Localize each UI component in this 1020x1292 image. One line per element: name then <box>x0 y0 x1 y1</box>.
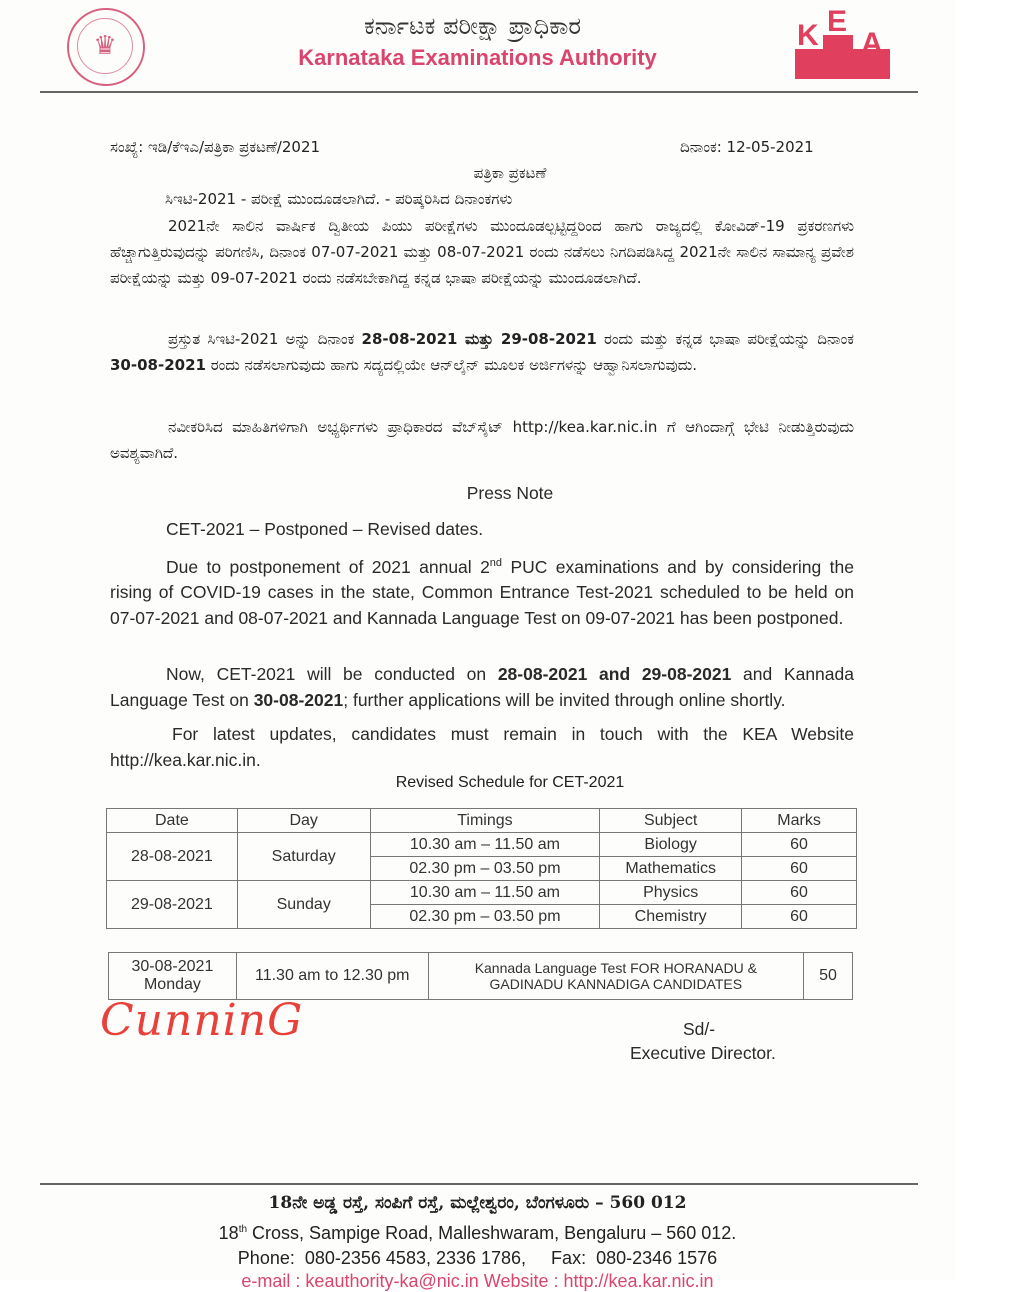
title-kannada: ಕರ್ನಾಟಕ ಪರೀಕ್ಷಾ ಪ್ರಾಧಿಕಾರ <box>363 12 582 40</box>
footer-address-english: 18th Cross, Sampige Road, Malleshwaram, Bengaluru – 560 012. <box>218 1223 737 1243</box>
karnataka-emblem-seal-icon: ♛ <box>67 8 145 86</box>
table-row <box>107 881 857 905</box>
subject-cell: Physics <box>600 881 742 905</box>
table-header-row <box>107 809 857 833</box>
marks-cell: 50 <box>804 953 853 1000</box>
kannada-para-3: ನವೀಕರಿಸಿದ ಮಾಹಿತಿಗಳಿಗಾಗಿ ಅಭ್ಯರ್ಥಿಗಳು ಪ್ರಾಧಿಕಾರದ ವೆಬ್‌ಸೈಟ್ http://kea.kar.nic.in ಗೆ ಆಗಿಂದಾಗ್ಗೆ ಭೇಟಿ ನೀಡುತ್ತಿರುವುದು ಅವಶ್ಯವಾಗಿದೆ. <box>110 418 854 462</box>
english-heading: Press Note <box>466 483 554 503</box>
time-cell: 10.30 am – 11.50 am <box>370 881 600 905</box>
subject-line-1: Kannada Language Test FOR HORANADU & <box>474 960 757 976</box>
subject-cell: Biology <box>600 833 742 857</box>
english-para-2: Now, CET-2021 will be conducted on 28-08-2021 and 29-08-2021 and Kannada Language Test on 30-08-2021; further applications will be invited through online shortly. <box>110 664 854 710</box>
watermark: CunninG <box>100 995 304 1046</box>
date-cell: 28-08-2021 <box>107 833 238 881</box>
subject-cell: Mathematics <box>600 857 742 881</box>
time-cell: 02.30 pm – 03.50 pm <box>370 857 600 881</box>
footer-phone: Phone: 080-2356 4583, 2336 1786, Fax: 080-2346 1576 <box>237 1248 718 1268</box>
date-cell: 29-08-2021 <box>107 881 238 929</box>
marks-cell: 60 <box>742 857 857 881</box>
time-cell: 11.30 am to 12.30 pm <box>236 953 428 1000</box>
signature-sd: Sd/- <box>683 1019 716 1039</box>
table-row <box>107 833 857 857</box>
signature-title: Executive Director. <box>630 1043 776 1063</box>
header-subject: Subject <box>600 809 742 833</box>
header-divider <box>40 91 918 93</box>
marks-cell: 60 <box>742 881 857 905</box>
table-row <box>109 953 853 1000</box>
schedule-title: Revised Schedule for CET-2021 <box>395 774 625 791</box>
footer-address-kannada: 18ನೇ ಅಡ್ಡ ರಸ್ತೆ, ಸಂಪಿಗೆ ರಸ್ತೆ, ಮಲ್ಲೇಶ್ವರಂ, ಬೆಂಗಳೂರು – 560 012 <box>268 1193 687 1213</box>
header-marks: Marks <box>742 809 857 833</box>
english-subject: CET-2021 – Postponed – Revised dates. <box>166 519 484 539</box>
footer-divider <box>40 1183 918 1185</box>
date-text: 30-08-2021 <box>131 958 214 975</box>
schedule-table <box>106 808 857 929</box>
time-cell: 02.30 pm – 03.50 pm <box>370 905 600 929</box>
english-para-1: Due to postponement of 2021 annual 2nd PUC examinations and by considering the rising of COVID-19 cases in the state, Common Entrance Test-2021 scheduled to be held on 07-07-2021 and 08-07-2021 and Kannada Language Test on 09-07-2021 has been postponed. <box>110 556 854 628</box>
subject-line-2: GADINADU KANNADIGA CANDIDATES <box>489 976 743 992</box>
kea-logo-icon <box>795 5 890 79</box>
english-para-3: For latest updates, candidates must remain in touch with the KEA Website http://kea.kar.nic.in. <box>110 724 854 770</box>
header-day: Day <box>237 809 370 833</box>
day-text: Monday <box>143 976 201 993</box>
svg-text:K: K <box>797 19 819 52</box>
kannada-para-2: ಪ್ರಸ್ತುತ ಸಿಇಟಿ-2021 ಅನ್ನು ದಿನಾಂಕ 28-08-2021 ಮತ್ತು 29-08-2021 ರಂದು ಮತ್ತು ಕನ್ನಡ ಭಾಷಾ ಪರೀಕ್ಷೆಯನ್ನು ದಿನಾಂಕ 30-08-2021 ರಂದು ನಡೆಸಲಾಗುವುದು ಹಾಗು ಸದ್ಯದಲ್ಲಿಯೇ ಆನ್‌ಲೈನ್ ಮೂಲಕ ಅರ್ಜಿಗಳನ್ನು ಆಹ್ವಾನಿಸಲಾಗುವುದು. <box>110 330 854 374</box>
title-english: Karnataka Examinations Authority <box>298 45 657 70</box>
kannada-para-1: 2021ನೇ ಸಾಲಿನ ವಾರ್ಷಿಕ ದ್ವಿತೀಯ ಪಿಯು ಪರೀಕ್ಷೆಗಳು ಮುಂದೂಡಲ್ಪಟ್ಟಿದ್ದರಿಂದ ಹಾಗು ರಾಜ್ಯದಲ್ಲಿ ಕೋವಿಡ್-19 ಪ್ರಕರಣಗಳು ಹೆಚ್ಚಾಗುತ್ತಿರುವುದನ್ನು ಪರಿಗಣಿಸಿ, ದಿನಾಂಕ 07-07-2021 ಮತ್ತು 08-07-2021 ರಂದು ನಡೆಸಲು ನಿಗದಿಪಡಿಸಿದ್ದ 2021ನೇ ಸಾಲಿನ ಸಾಮಾನ್ಯ ಪ್ರವೇಶ ಪರೀಕ್ಷೆಯನ್ನು ಮತ್ತು 09-07-2021 ರಂದು ನಡೆಸಬೇಕಾಗಿದ್ದ ಕನ್ನಡ ಭಾಷಾ ಪರೀಕ್ಷೆಯನ್ನು ಮುಂದೂಡಲಾಗಿದೆ. <box>110 217 854 287</box>
marks-cell: 60 <box>742 833 857 857</box>
date-cell <box>109 953 237 1000</box>
svg-text:E: E <box>827 5 848 38</box>
footer-email-website: e-mail : keauthority-ka@nic.in Website : http://kea.kar.nic.in <box>241 1271 714 1291</box>
kannada-test-table <box>108 952 853 1000</box>
reference-number: ಸಂಖ್ಯೆ: ಇಡಿ/ಕೆಇಎ/ಪತ್ರಿಕಾ ಪ್ರಕಟಣೆ/2021 <box>110 138 321 156</box>
header-date: Date <box>107 809 238 833</box>
kannada-heading: ಪತ್ರಿಕಾ ಪ್ರಕಟಣೆ <box>473 164 547 182</box>
subject-cell <box>428 953 803 1000</box>
reference-date: ದಿನಾಂಕ: 12-05-2021 <box>680 138 814 156</box>
day-cell: Saturday <box>237 833 370 881</box>
kannada-subject: ಸಿಇಟಿ-2021 - ಪರೀಕ್ಷೆ ಮುಂದೂಡಲಾಗಿದೆ. - ಪರಿಷ್ಕರಿಸಿದ ದಿನಾಂಕಗಳು <box>165 190 513 208</box>
subject-cell: Chemistry <box>600 905 742 929</box>
day-cell: Sunday <box>237 881 370 929</box>
time-cell: 10.30 am – 11.50 am <box>370 833 600 857</box>
header-timings: Timings <box>370 809 600 833</box>
marks-cell: 60 <box>742 905 857 929</box>
svg-text:A: A <box>861 27 883 60</box>
